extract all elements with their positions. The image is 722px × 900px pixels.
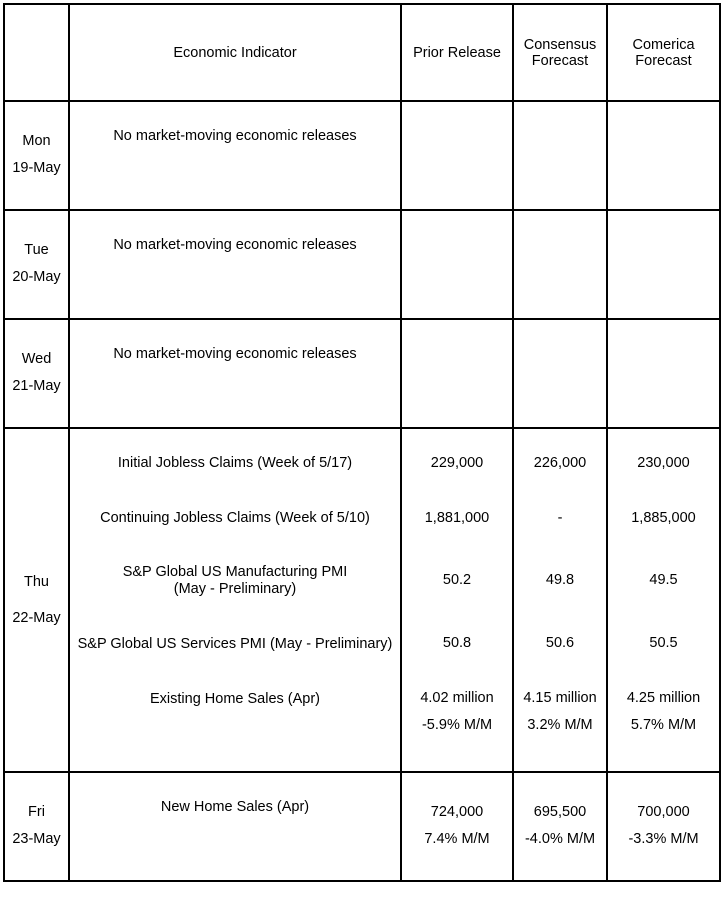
header-day-cell bbox=[4, 4, 69, 101]
consensus-mm: -4.0% M/M bbox=[524, 831, 596, 847]
indicator-services-pmi: S&P Global US Services PMI (May - Preliminary) bbox=[77, 636, 393, 652]
indicator-note: No market-moving economic releases bbox=[69, 210, 401, 319]
comerica-existing-home-sales-mm: 5.7% M/M bbox=[630, 717, 697, 733]
row-wednesday bbox=[4, 319, 720, 428]
consensus-cell bbox=[513, 210, 607, 319]
day-date: 22-May bbox=[12, 610, 61, 626]
day-date: 23-May bbox=[12, 831, 61, 847]
indicator-new-home-sales: New Home Sales (Apr) bbox=[69, 772, 401, 881]
day-name: Tue bbox=[24, 242, 49, 258]
comerica-values bbox=[607, 428, 720, 772]
consensus-services-pmi: 50.6 bbox=[545, 635, 575, 651]
row-monday bbox=[4, 101, 720, 210]
consensus-values bbox=[513, 428, 607, 772]
consensus-new-home-sales bbox=[513, 772, 607, 881]
header-comerica-line1: Comerica bbox=[632, 36, 695, 53]
prior-existing-home-sales-mm: -5.9% M/M bbox=[421, 717, 493, 733]
prior-new-home-sales bbox=[401, 772, 513, 881]
indicator-manufacturing-pmi: S&P Global US Manufacturing PMI bbox=[122, 564, 348, 580]
prior-existing-home-sales: 4.02 million bbox=[420, 690, 494, 706]
day-cell-monday bbox=[4, 101, 69, 210]
prior-cell bbox=[401, 210, 513, 319]
consensus-existing-home-sales-mm: 3.2% M/M bbox=[527, 717, 593, 733]
header-row bbox=[4, 4, 720, 101]
row-thursday bbox=[4, 428, 720, 772]
consensus-value: 695,500 bbox=[533, 804, 587, 820]
comerica-cell bbox=[607, 210, 720, 319]
day-date: 20-May bbox=[12, 269, 61, 285]
comerica-initial-claims: 230,000 bbox=[637, 455, 690, 471]
day-cell-thursday bbox=[4, 428, 69, 772]
day-name: Thu bbox=[24, 574, 49, 590]
header-consensus-line2: Forecast bbox=[531, 52, 589, 69]
prior-initial-claims: 229,000 bbox=[430, 455, 484, 471]
prior-cell bbox=[401, 319, 513, 428]
indicator-manufacturing-pmi-sub: (May - Preliminary) bbox=[173, 581, 297, 597]
consensus-manufacturing-pmi: 49.8 bbox=[545, 572, 575, 588]
prior-cell bbox=[401, 101, 513, 210]
header-comerica-forecast bbox=[607, 4, 720, 101]
header-consensus-forecast bbox=[513, 4, 607, 101]
comerica-existing-home-sales: 4.25 million bbox=[626, 690, 701, 706]
day-cell-wednesday bbox=[4, 319, 69, 428]
indicator-note: No market-moving economic releases bbox=[69, 101, 401, 210]
day-name: Mon bbox=[22, 133, 51, 149]
comerica-cell bbox=[607, 101, 720, 210]
comerica-value: 700,000 bbox=[637, 804, 690, 820]
day-cell-friday bbox=[4, 772, 69, 881]
indicator-initial-claims: Initial Jobless Claims (Week of 5/17) bbox=[117, 455, 353, 471]
prior-manufacturing-pmi: 50.2 bbox=[442, 572, 472, 588]
comerica-new-home-sales bbox=[607, 772, 720, 881]
comerica-continuing-claims: 1,885,000 bbox=[631, 510, 696, 526]
row-tuesday bbox=[4, 210, 720, 319]
day-name: Fri bbox=[28, 804, 45, 820]
row-friday bbox=[4, 772, 720, 881]
economic-calendar-table bbox=[3, 3, 721, 882]
header-comerica-line2: Forecast bbox=[635, 52, 692, 69]
indicator-list bbox=[69, 428, 401, 772]
prior-continuing-claims: 1,881,000 bbox=[424, 510, 490, 526]
consensus-existing-home-sales: 4.15 million bbox=[523, 690, 597, 706]
consensus-initial-claims: 226,000 bbox=[533, 455, 587, 471]
indicator-existing-home-sales: Existing Home Sales (Apr) bbox=[149, 691, 321, 707]
comerica-manufacturing-pmi: 49.5 bbox=[649, 572, 678, 588]
prior-value: 724,000 bbox=[430, 804, 484, 820]
prior-mm: 7.4% M/M bbox=[424, 831, 490, 847]
prior-services-pmi: 50.8 bbox=[442, 635, 472, 651]
header-prior-release: Prior Release bbox=[401, 4, 513, 101]
consensus-cell bbox=[513, 319, 607, 428]
comerica-cell bbox=[607, 319, 720, 428]
indicator-note: No market-moving economic releases bbox=[69, 319, 401, 428]
day-name: Wed bbox=[21, 351, 52, 367]
day-cell-tuesday bbox=[4, 210, 69, 319]
header-consensus-line1: Consensus bbox=[523, 36, 597, 53]
indicator-continuing-claims: Continuing Jobless Claims (Week of 5/10) bbox=[100, 510, 370, 526]
consensus-continuing-claims: - bbox=[557, 510, 563, 526]
header-indicator: Economic Indicator bbox=[69, 4, 401, 101]
prior-values bbox=[401, 428, 513, 772]
consensus-cell bbox=[513, 101, 607, 210]
comerica-services-pmi: 50.5 bbox=[649, 635, 678, 651]
day-date: 21-May bbox=[12, 378, 61, 394]
comerica-mm: -3.3% M/M bbox=[628, 831, 699, 847]
day-date: 19-May bbox=[12, 160, 61, 176]
